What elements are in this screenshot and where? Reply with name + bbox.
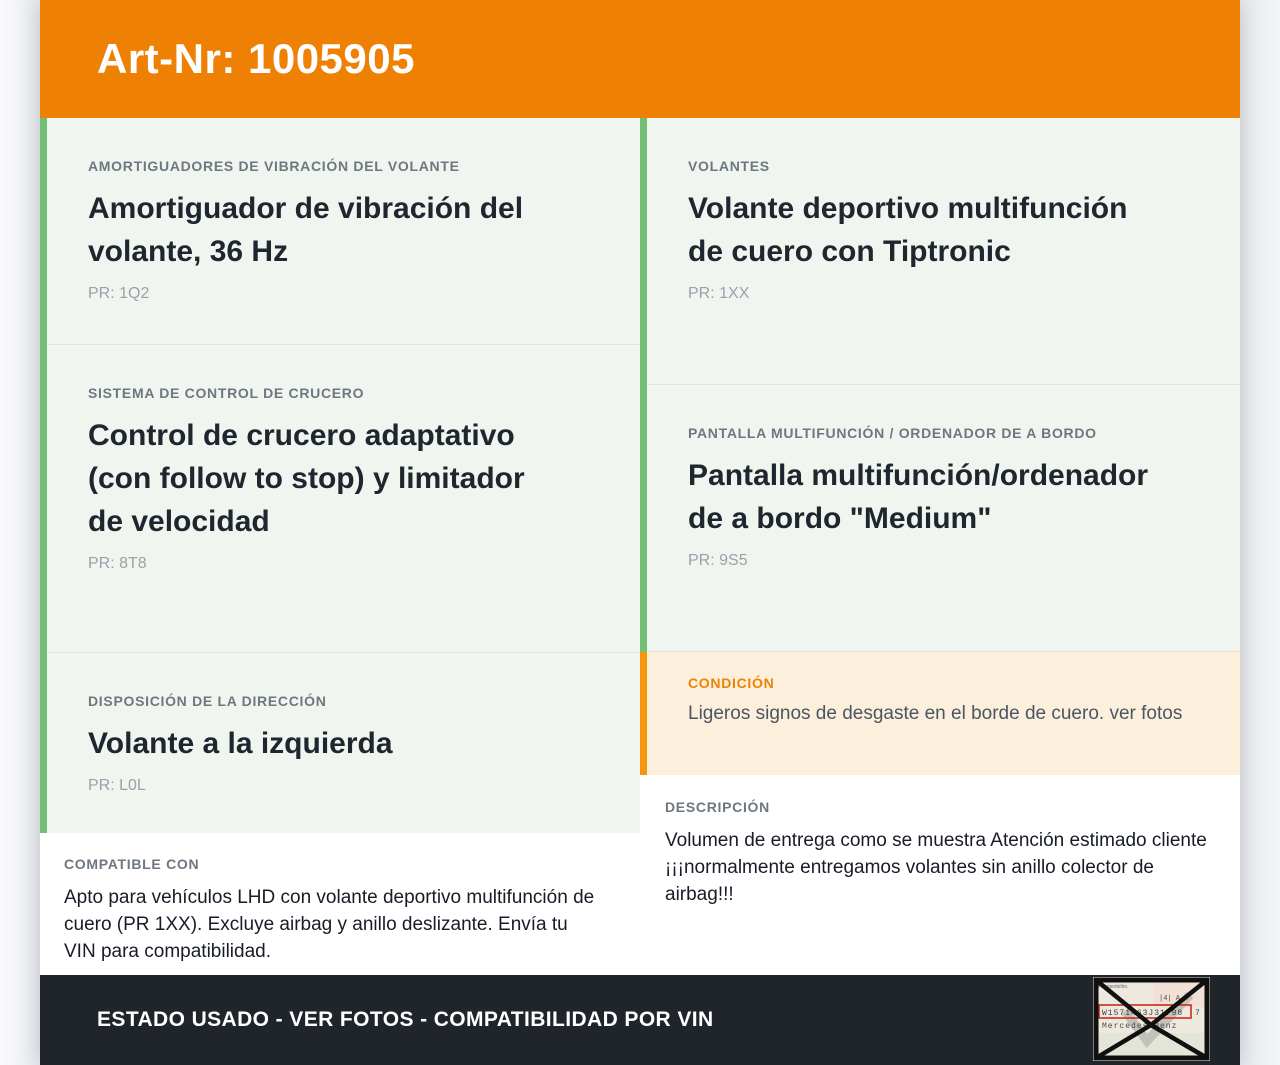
pr-code: PR: 9S5: [688, 552, 748, 569]
description-label: DESCRIPCIÓN: [665, 799, 770, 815]
card-category: DISPOSICIÓN DE LA DIRECCIÓN: [88, 693, 327, 709]
card-title: Amortiguador de vibración del volante, 36 Hz: [88, 192, 524, 268]
vin-document-thumbnail[interactable]: [1093, 977, 1210, 1061]
compatible-label: COMPATIBLE CON: [64, 856, 200, 872]
footer-status-text: ESTADO USADO - VER FOTOS - COMPATIBILIDAD POR VIN: [97, 1008, 714, 1031]
card-category: SISTEMA DE CONTROL DE CRUCERO: [88, 385, 365, 401]
compatible-section: [40, 833, 640, 975]
card-title: Volante a la izquierda: [88, 727, 393, 760]
footer-banner: [40, 975, 1240, 1065]
document-label: Fahrgestellnr.: [1098, 984, 1129, 990]
pr-code: PR: 1XX: [688, 285, 750, 302]
vin-document-envelope-icon: [1093, 977, 1210, 1061]
vin-text: W1571463J31798: [1102, 1009, 1184, 1018]
compatible-text: Apto para vehículos LHD con volante deportivo multifunción de cuero (PR 1XX). Excluye airbag y anillo deslizante. Envía tu VIN para compatibilidad.: [64, 887, 595, 962]
card-category: PANTALLA MULTIFUNCIÓN / ORDENADOR DE A BORDO: [688, 425, 1097, 441]
description-text: Volumen de entrega como se muestra Atención estimado cliente ¡¡¡normalmente entregamos volantes sin anillo colector de airbag!!!: [665, 830, 1207, 905]
condition-label: CONDICIÓN: [688, 675, 775, 691]
feature-card-steering-position: [40, 653, 640, 833]
description-section: [640, 775, 1240, 975]
pr-code: PR: 8T8: [88, 555, 147, 572]
feature-card-multifunction-display: [640, 385, 1240, 652]
vin-suffix: 7: [1195, 1009, 1200, 1018]
feature-card-vibration-damper: [40, 118, 640, 345]
card-title: Control de crucero adaptativo (con follow to stop) y limitador de velocidad: [88, 419, 525, 538]
brand-text: Mercedes-Benz: [1102, 1022, 1178, 1031]
right-column: [640, 118, 1240, 975]
card-title: Pantalla multifunción/ordenador de a bordo "Medium": [688, 459, 1149, 535]
condition-text: Ligeros signos de desgaste en el borde de cuero. ver fotos: [688, 703, 1183, 724]
feature-card-cruise-control: [40, 345, 640, 653]
card-title: Volante deportivo multifunción de cuero con Tiptronic: [688, 192, 1128, 268]
left-column: [40, 118, 640, 975]
condition-card: [640, 652, 1240, 775]
feature-card-steering-wheel: [640, 118, 1240, 385]
pr-code: PR: L0L: [88, 777, 146, 794]
pr-code: PR: 1Q2: [88, 285, 150, 302]
page-title: Art-Nr: 1005905: [97, 35, 415, 82]
card-category: VOLANTES: [688, 158, 770, 174]
card-category: AMORTIGUADORES DE VIBRACIÓN DEL VOLANTE: [88, 158, 460, 174]
header: [40, 0, 1240, 118]
document-note: |4| A.6: [1159, 995, 1189, 1003]
content-columns: [40, 118, 1240, 975]
product-sheet: [40, 0, 1240, 1065]
